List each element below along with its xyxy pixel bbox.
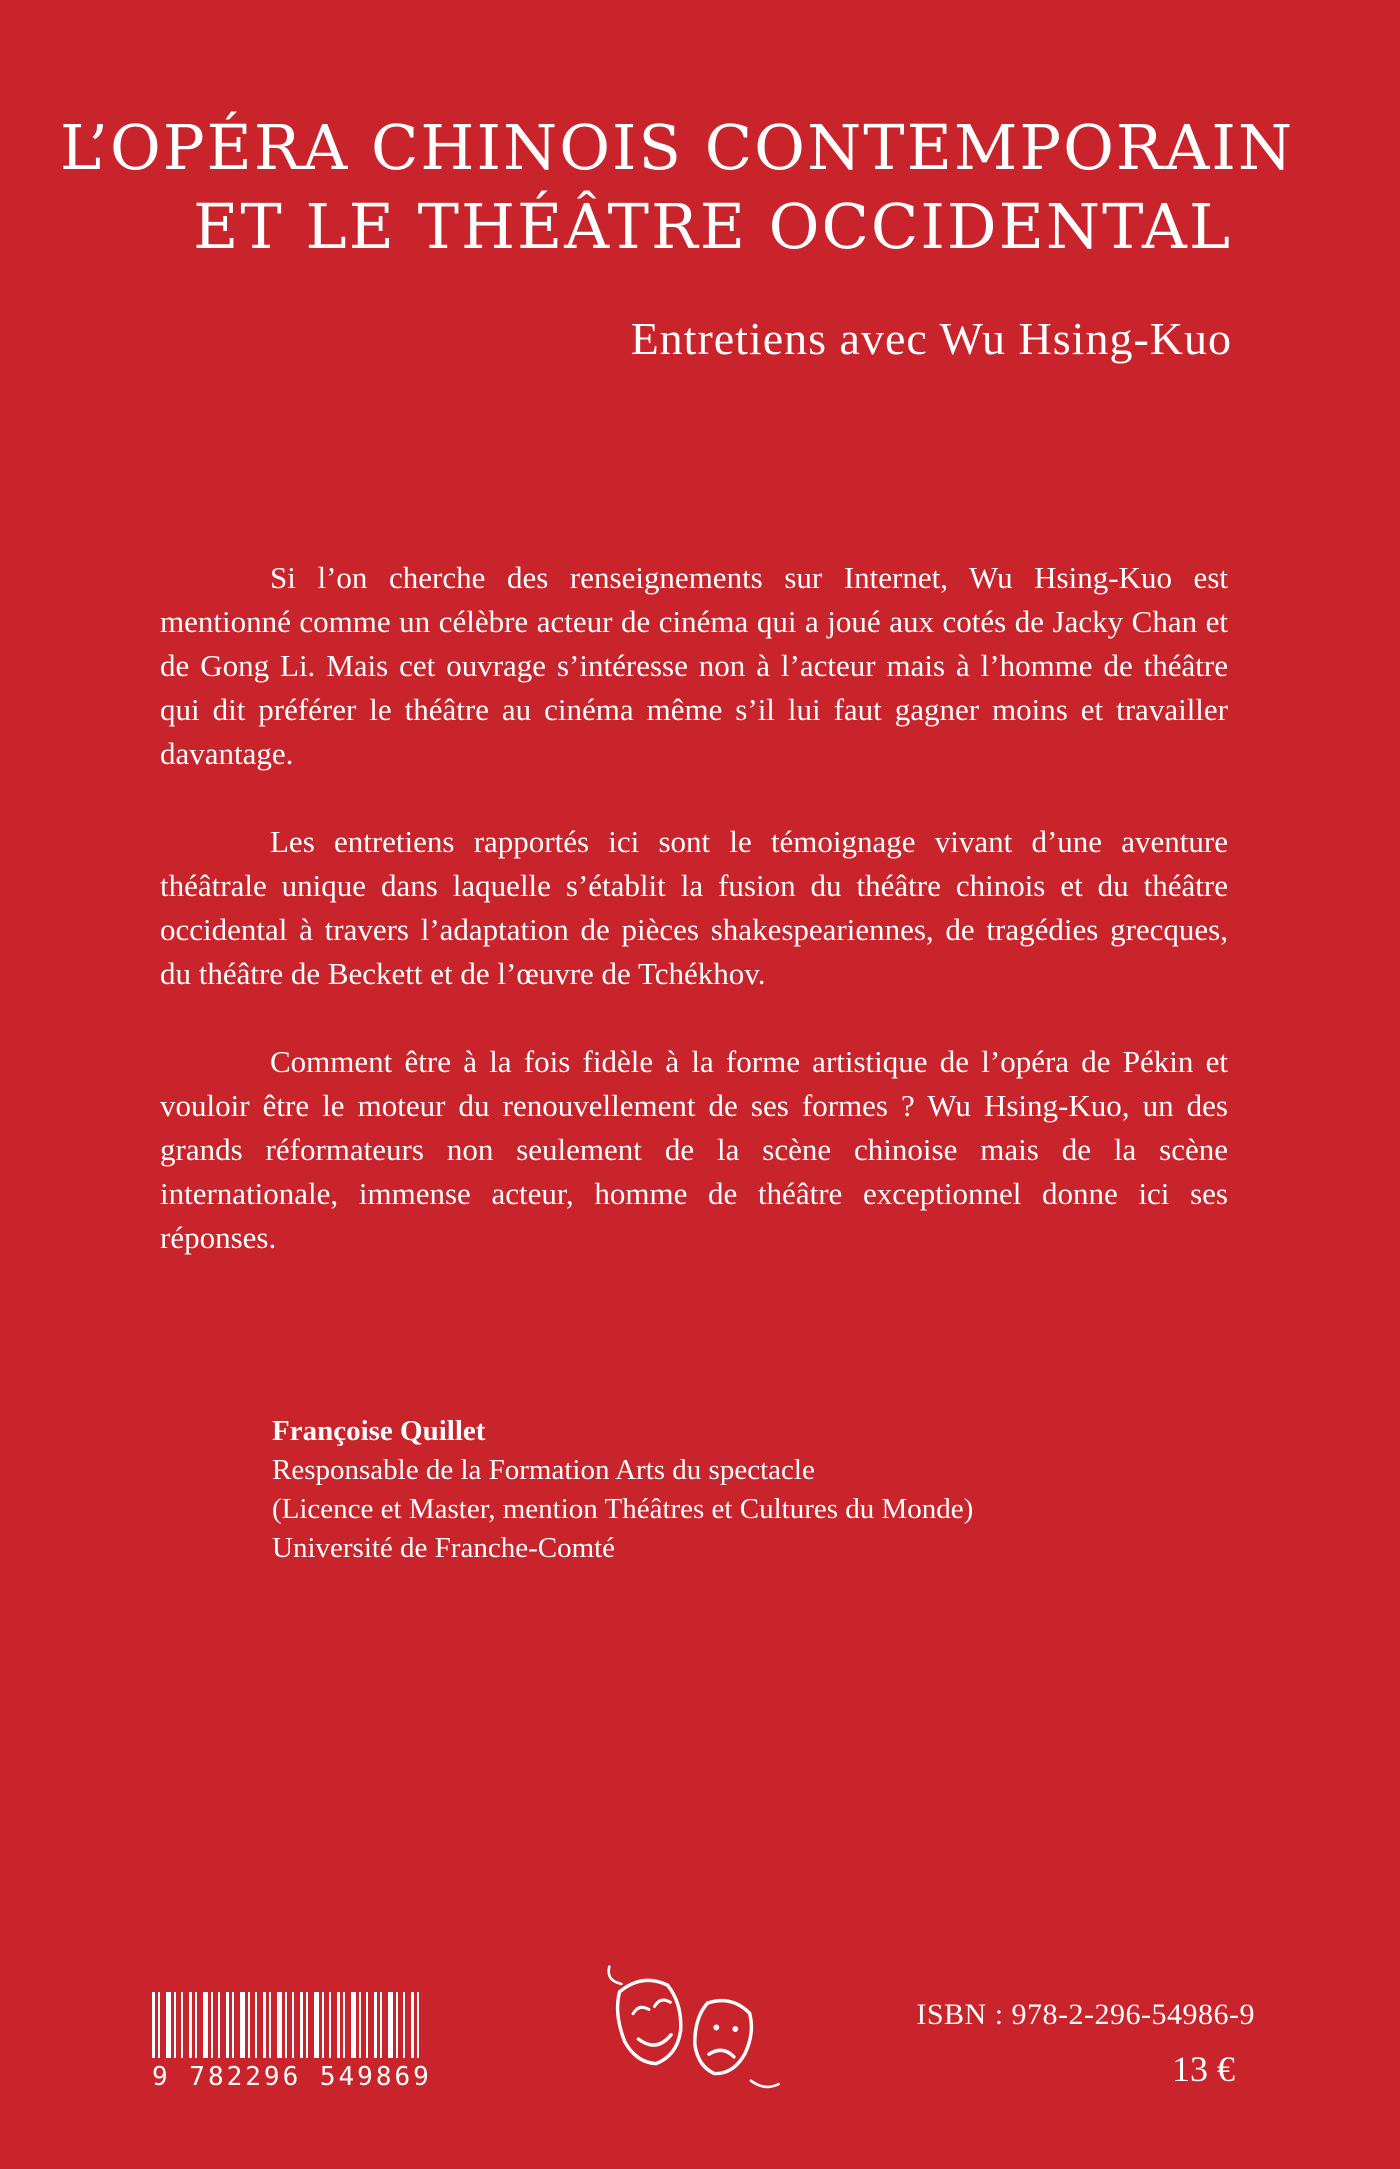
book-title-line-2: ET LE THÉÂTRE OCCIDENTAL <box>193 190 1232 264</box>
isbn: ISBN : 978-2-296-54986-9 <box>916 1998 1255 2031</box>
synopsis-paragraph-2: Les entretiens rapportés ici sont le témoignage vivant d’une aventure théâtrale unique dans laquelle s’établit la fusion du théâtre chinois et du théâtre occidental à travers l’adaptation de pièces shakespeariennes, de tragédies grecques, du théâtre de Beckett et de l’œuvre de Tchékhov. <box>160 824 1228 992</box>
book-subtitle: Entretiens avec Wu Hsing-Kuo <box>630 312 1232 364</box>
synopsis <box>160 556 1228 1304</box>
synopsis-paragraph-1: Si l’on cherche des renseignements sur Internet, Wu Hsing-Kuo est mentionné comme un célèbre acteur de cinéma qui a joué aux cotés de Jacky Chan et de Gong Li. Mais cet ouvrage s’intéresse non à l’acteur mais à l’homme de théâtre qui dit préférer le théâtre au cinéma même s’il lui faut gagner moins et travailler davantage. <box>160 560 1228 772</box>
synopsis-paragraph-3: Comment être à la fois fidèle à la forme artistique de l’opéra de Pékin et vouloir être le moteur du renouvellement de ses formes ? Wu Hsing-Kuo, un des grands réformateurs non seulement de la scène chinoise mais de la scène internationale, immense acteur, homme de théâtre exceptionnel donne ici ses réponses. <box>160 1044 1228 1256</box>
isbn-price-block <box>916 1998 1255 2090</box>
theater-masks-icon <box>592 1962 782 2094</box>
author-university: Université de Franche-Comté <box>272 1532 616 1565</box>
author-name: Françoise Quillet <box>272 1415 486 1447</box>
author-role: Responsable de la Formation Arts du spectacle <box>272 1454 815 1487</box>
barcode <box>152 1992 432 2092</box>
price: 13 € <box>1172 2049 1235 2089</box>
book-title-line-1: L’OPÉRA CHINOIS CONTEMPORAIN <box>60 111 1295 184</box>
author-degree-mention: (Licence et Master, mention Théâtres et Cultures du Monde) <box>272 1493 974 1526</box>
barcode-bars-icon <box>152 1992 420 2058</box>
barcode-number: 9 782296 549869 <box>152 2062 432 2092</box>
author-block <box>272 1412 1200 1569</box>
title-block <box>60 108 1295 366</box>
